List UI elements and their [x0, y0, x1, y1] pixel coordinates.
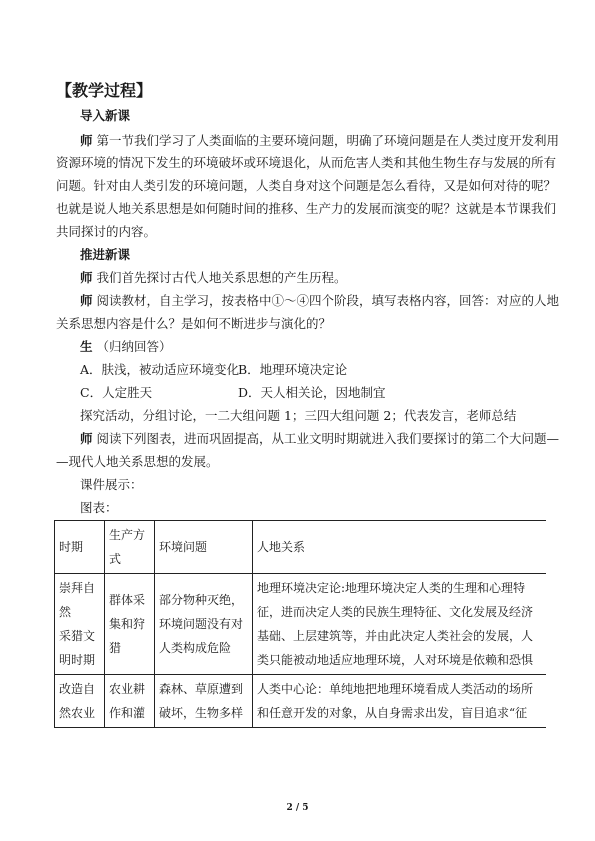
new-para-2: 师 阅读教材，自主学习，按表格中①～④四个阶段，填写表格内容，回答：对应的人地 [80, 293, 560, 308]
speaker-label: 师 [80, 293, 93, 308]
header-relation: 人地关系 [253, 521, 547, 574]
courseware-label: 课件展示： [80, 477, 143, 492]
new-title: 推进新课 [80, 247, 131, 262]
section-title: 【教学过程】 [56, 81, 153, 100]
option-d: D．天人相关论，因地制宜 [238, 385, 386, 400]
option-a: A．肤浅，被动适应环境变化 [80, 362, 240, 377]
cell-production: 群体采 集和狩 猎 [105, 574, 155, 675]
table-header-row [55, 521, 547, 574]
speaker-label: 生 [80, 339, 93, 354]
header-env-issue: 环境问题 [155, 521, 253, 574]
option-b: B．地理环境决定论 [238, 362, 348, 377]
activity-text: 探究活动，分组讨论，一二大组问题 1；三四大组问题 2；代表发言，老师总结 [80, 408, 517, 423]
cell-relation: 人类中心论：单纯地把地理环境看成人类活动的场所 和任意开发的对象，从自身需求出发，盲目追求“征 [253, 675, 547, 728]
cell-env-issue: 森林、草原遭到 破坏，生物多样 [155, 675, 253, 728]
new-para-2-line-2: 关系思想内容是什么？是如何不断进步与演化的？ [56, 316, 332, 331]
new-para-4: 师 阅读下列图表，进而巩固提高，从工业文明时期就进入我们要探讨的第二个大问题— [80, 431, 560, 446]
header-production: 生产方 式 [105, 521, 155, 574]
table-row [55, 675, 547, 728]
intro-line-5: 共同探讨的内容。 [56, 224, 157, 239]
speaker-label: 师 [80, 270, 93, 285]
speaker-label: 师 [80, 133, 93, 148]
new-para-1: 师 我们首先探讨古代人地关系思想的产生历程。 [80, 270, 347, 285]
new-para-3: 生 （归纳回答） [80, 339, 172, 354]
table-row [55, 574, 547, 675]
figure-label: 图表： [80, 500, 118, 515]
cell-relation: 地理环境决定论:地理环境决定人类的生理和心理特 征，进而决定人类的民族生理特征、文化发展及经济 基础、上层建筑等，并由此决定人类社会的发展，人 类只能被动地适应地理环境，人对环境是依赖和恐惧 [253, 574, 547, 675]
intro-title: 导入新课 [80, 108, 131, 123]
cell-period: 改造自 然农业 [55, 675, 105, 728]
page-number: 2 / 5 [286, 803, 309, 813]
cell-env-issue: 部分物种灭绝， 环境问题没有对 人类构成危险 [155, 574, 253, 675]
speaker-label: 师 [80, 431, 93, 446]
cell-production: 农业耕 作和灌 [105, 675, 155, 728]
cell-period: 崇拜自 然 采猎文 明时期 [55, 574, 105, 675]
new-para-4-line-2: —现代人地关系思想的发展。 [56, 454, 219, 469]
option-c: C．人定胜天 [80, 385, 153, 400]
intro-line-2: 资源环境的情况下发生的环境破坏或环境退化，从而危害人类和其他生物生存与发展的所有 [56, 155, 557, 170]
relationship-table [54, 520, 546, 810]
header-period: 时期 [55, 521, 105, 574]
intro-line-4: 也就是说人地关系思想是如何随时间的推移、生产力的发展而演变的呢？这就是本节课我们 [56, 201, 557, 216]
intro-line-3: 问题。针对由人类引发的环境问题，人类自身对这个问题是怎么看待，又是如何对待的呢？ [56, 178, 557, 193]
intro-line-1: 师 第一节我们学习了人类面临的主要环境问题，明确了环境问题是在人类过度开发利用 [80, 133, 560, 148]
